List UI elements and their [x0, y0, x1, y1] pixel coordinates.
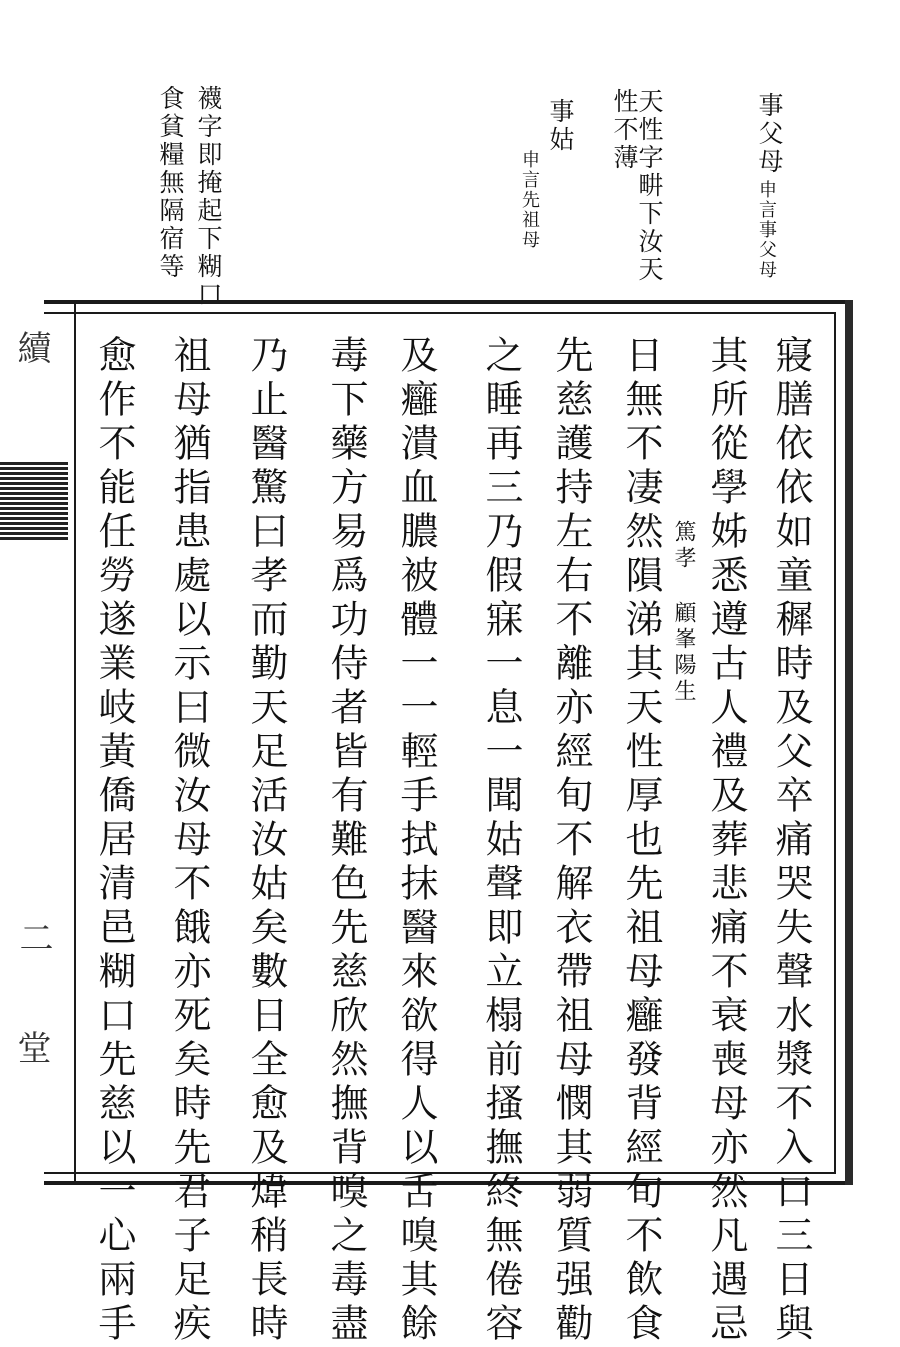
header-note-4-text: 襪字即掩起下糊口	[194, 85, 223, 309]
header-note-3-annotation-text: 申言先祖母	[519, 150, 540, 250]
body-column-6-text: 及癰潰血膿被體一一輕手拭抹醫來欲得人以舌嗅其餘	[394, 335, 438, 1347]
body-column-heading	[672, 520, 694, 705]
header-note-2	[612, 88, 662, 298]
body-column-3	[619, 335, 663, 1347]
body-column-4-text: 先慈護持左右不離亦經旬不解衣帶祖母憫其弱質强勸	[549, 335, 593, 1347]
body-column-9-text: 祖母猶指患處以示曰微汝母不餓亦死矣時先君子足疾	[167, 335, 211, 1347]
body-column-7-text: 毒下藥方易爲功侍者皆有難色先慈欣然撫背嗅之毒盡	[324, 335, 368, 1347]
header-note-4	[196, 85, 221, 309]
body-column-6	[394, 335, 438, 1347]
header-note-1-text: 事父母	[755, 92, 784, 176]
body-column-5	[479, 335, 523, 1347]
body-column-1-text: 寢膳依依如童穉時及父卒痛哭失聲水漿不入口三日與	[769, 335, 813, 1347]
spine-footer-text: 堂	[11, 1030, 51, 1070]
body-column-1	[769, 335, 813, 1347]
body-column-5-text: 之睡再三乃假寐一息一聞姑聲即立榻前搔撫終無倦容	[479, 335, 523, 1347]
body-column-2-text: 其所從學姊悉遵古人禮及葬悲痛不衰喪母亦然凡遇忌	[704, 335, 748, 1347]
spine-page-number-text: 二	[13, 920, 53, 960]
body-column-heading-text: 篤孝 顧峯陽生	[671, 520, 696, 705]
header-note-3-annotation	[520, 150, 538, 250]
body-column-10	[92, 335, 136, 1347]
header-note-5-text: 食貧糧無隔宿等	[156, 85, 185, 281]
page-frame-edge	[845, 300, 853, 1185]
body-column-3-text: 日無不凄然隕涕其天性厚也先祖母癰發背經旬不飲食	[619, 335, 663, 1347]
body-column-10-text: 愈作不能任勞遂業岐黃僑居清邑糊口先慈以一心兩手	[92, 335, 136, 1347]
header-note-1-annotation	[757, 180, 775, 280]
body-column-8-text: 乃止醫驚曰孝而勤天足活汝姑矣數日全愈及煒稍長時	[244, 335, 288, 1347]
spine-footer	[11, 1030, 51, 1070]
header-note-1-annotation-text: 申言事父母	[756, 180, 777, 280]
body-column-8	[244, 335, 288, 1347]
header-note-3	[548, 98, 573, 154]
header-note-5	[158, 85, 183, 281]
header-note-3-text: 事姑	[546, 98, 575, 154]
spine-title-text: 續	[11, 330, 51, 370]
body-column-7	[324, 335, 368, 1347]
body-column-2	[704, 335, 748, 1347]
spine-title	[11, 330, 51, 370]
header-note-2-text: 天性字畊下汝天性不薄	[610, 88, 664, 284]
header-note-1	[757, 92, 782, 176]
body-column-4	[549, 335, 593, 1347]
body-column-9	[167, 335, 211, 1347]
